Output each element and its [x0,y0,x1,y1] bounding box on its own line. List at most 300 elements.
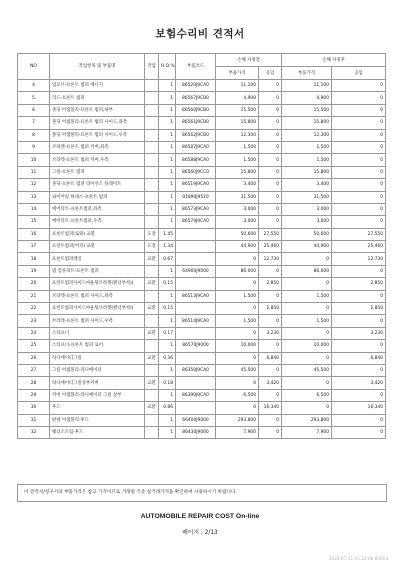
cell-part-price-after: 0 [282,278,332,290]
header-part-code: 부품코드 [176,54,216,80]
cell-item-name: 브라켓-프론트 범퍼 커버,좌측 [50,141,145,153]
cell-part-code: 86562J9CB0 [176,129,216,141]
table-row [18,241,386,253]
cell-part-price-before: 0 [216,278,259,290]
cell-work [145,191,159,203]
cell-hq: 1 [159,340,176,352]
cell-part-price-after: 4,900 [282,92,332,104]
cell-no: 18 [18,253,50,265]
cell-work [145,290,159,302]
cell-labor-after: 0 [332,80,386,92]
cell-hq: 1.34 [159,241,176,253]
table-row [18,166,386,178]
cell-labor-after: 16,340 [332,402,386,414]
page-title: 보험수리비 견적서 [155,28,245,40]
header-after-adjustment: 손해 사정후 [282,54,386,67]
cell-part-price-after: 1,500 [282,141,332,153]
cell-part-code [176,253,216,265]
cell-item-name: 리드-프론트 범퍼 [50,92,145,104]
header-part-price-after: 부품가격 [282,67,332,80]
cell-labor-after: 0 [332,92,386,104]
cell-no: 25 [18,340,50,352]
cell-labor-after: 0 [332,129,386,141]
cell-hq: 1 [159,265,176,277]
cell-part-price-before: 10,000 [216,340,259,352]
cell-labor-before: 0 [259,92,282,104]
cell-part-price-after: 15,500 [282,104,332,116]
cell-labor-after: 0 [332,117,386,129]
cell-no: 27 [18,364,50,376]
cell-work [145,364,159,376]
cell-labor-after: 0 [332,340,386,352]
cell-labor-before: 0 [259,414,282,426]
cell-work [145,154,159,166]
cell-part-price-after: 3,000 [282,216,332,228]
cell-work [145,92,159,104]
cell-labor-after: 0 [332,179,386,191]
cell-hq: 1 [159,290,176,302]
cell-hq: 1 [159,117,176,129]
cell-labor-before: 0 [259,166,282,178]
estimate-rows [18,80,386,439]
cell-part-code [176,352,216,364]
cell-work [145,104,159,116]
cell-work [145,389,159,401]
cell-item-name: 웨더스트립-후드 [50,426,145,438]
cell-labor-before: 0 [259,154,282,166]
table-row [18,117,386,129]
cell-hq: 1 [159,426,176,438]
cell-part-price-before: 11,100 [216,80,259,92]
cell-item-name: 몰딩 어셈블리-프론트 범퍼,하부 [50,104,145,116]
cell-work [145,315,159,327]
cell-part-price-before: 4,900 [216,92,259,104]
cell-item-name: 스티프너-프론트 범퍼 로어 [50,340,145,352]
cell-part-price-before: 1,500 [216,290,259,302]
cell-part-code [176,278,216,290]
table-row [18,426,386,438]
cell-item-name: 업모브-프론트 범퍼 에너지 [50,80,145,92]
cell-part-code [176,241,216,253]
cell-hq: 1 [159,203,176,215]
cell-item-name: 와이어링 하네스-프론트 범퍼 [50,191,145,203]
cell-labor-before: 0 [259,216,282,228]
cell-item-name: 프론트범퍼레일 [50,253,145,265]
header-before-adjustment: 손해 사정전 [216,54,282,67]
cell-labor-after: 0 [332,154,386,166]
cell-part-price-before: 15,800 [216,166,259,178]
cell-no: 31 [18,414,50,426]
cell-labor-before: 0 [259,426,282,438]
cell-part-price-after: 7,900 [282,426,332,438]
cell-part-code: 86430J9000 [176,426,216,438]
cell-labor-before: 0 [259,340,282,352]
cell-part-price-after: 3,400 [282,179,332,191]
cell-item-name: 프런트범퍼사이드마운팅브라켓(펜더부착)( [50,303,145,315]
cell-item-name: 몰딩 어셈블리-프론트 범퍼 사이드,우측 [50,129,145,141]
cell-labor-after: 0 [332,290,386,302]
cell-part-price-after: 31,500 [282,191,332,203]
cell-labor-before: 25,460 [259,241,282,253]
cell-labor-before: 16,340 [259,402,282,414]
table-row [18,179,386,191]
cell-work [145,426,159,438]
header-work: 작업 [145,54,159,80]
cell-part-price-after: 0 [282,253,332,265]
cell-part-price-before: 3,000 [216,216,259,228]
cell-part-price-before: 0 [216,377,259,389]
cell-part-price-after: 1,500 [282,154,332,166]
cell-part-price-before: 31,500 [216,191,259,203]
cell-labor-before: 0 [259,104,282,116]
cell-no: 29 [18,389,50,401]
header-no: NO [18,54,50,80]
price-notice: 이 견적서/청구서의 부품가격은 참고 가격이므로 거래될 기준 실거래가격을 확인하여 사용하시기 바랍니다. [17,484,387,502]
table-row [18,278,386,290]
cell-part-price-before: 0 [216,402,259,414]
cell-work [145,117,159,129]
cell-item-name: 프론트범퍼(로워) 교환 [50,228,145,240]
cell-labor-after: 0 [332,414,386,426]
cell-part-price-after: 50,600 [282,228,332,240]
cell-part-price-before: 0 [216,253,259,265]
cell-no: 9 [18,141,50,153]
cell-no: 22 [18,303,50,315]
cell-hq: 0.36 [159,352,176,364]
cell-hq: 1 [159,364,176,376]
cell-part-price-before: 293,800 [216,414,259,426]
cell-hq: 1 [159,389,176,401]
cell-labor-after: 0 [332,389,386,401]
cell-part-code [176,327,216,339]
cell-labor-after: 0 [332,364,386,376]
cell-part-price-after: 0 [282,303,332,315]
cell-item-name: 브라켓-프론트 범퍼 사이드,좌측 [50,290,145,302]
cell-no: 20 [18,278,50,290]
cell-no: 8 [18,129,50,141]
cell-part-code: 86560J9CB0 [176,104,216,116]
cell-part-code: 86519J9CA0 [176,179,216,191]
cell-work [145,414,159,426]
cell-part-code: 86513J9CA0 [176,290,216,302]
cell-no: 24 [18,327,50,339]
cell-part-price-before: 45,500 [216,364,259,376]
print-timestamp: 2024-07-11 15:23:06 87003 [328,556,388,561]
cell-hq: 1 [159,216,176,228]
cell-part-code: 86514J9CA0 [176,315,216,327]
cell-part-code: 86588J9CA0 [176,154,216,166]
table-row [18,191,386,203]
cell-work: 도장 [145,228,159,240]
cell-labor-after: 0 [332,426,386,438]
cell-work: 교환 [145,253,159,265]
cell-labor-before: 0 [259,315,282,327]
cell-part-code [176,402,216,414]
cell-no: 7 [18,117,50,129]
cell-work: 교환 [145,377,159,389]
cell-part-code: 86561J9CB0 [176,117,216,129]
cell-hq: 0.18 [159,377,176,389]
cell-work [145,129,159,141]
cell-work: 교환 [145,278,159,290]
cell-work [145,141,159,153]
cell-item-name: 라디에이터그릴상부커버 [50,377,145,389]
cell-labor-before: 0 [259,290,282,302]
cell-labor-after: 12,730 [332,253,386,265]
cell-no: 19 [18,265,50,277]
table-row [18,228,386,240]
cell-labor-after: 0 [332,191,386,203]
cell-part-code: 86587J9CA0 [176,141,216,153]
cell-part-price-before: 3,000 [216,203,259,215]
header-part-price-before: 부품가격 [216,67,259,80]
cell-no: 30 [18,402,50,414]
cell-part-price-after: 293,800 [282,414,332,426]
cell-labor-after: 2,850 [332,303,386,315]
table-row [18,352,386,364]
cell-labor-after: 3,420 [332,377,386,389]
cell-hq: 1 [159,80,176,92]
cell-part-price-before: 12,300 [216,129,259,141]
cell-item-name: 브라켓-프론트 범퍼 커버,우측 [50,154,145,166]
cell-labor-after: 3,230 [332,327,386,339]
cell-part-price-after: 44,900 [282,241,332,253]
cell-work [145,216,159,228]
table-row [18,203,386,215]
cell-labor-before: 0 [259,141,282,153]
cell-item-name: 빔 컴플리트-프론트 범퍼 [50,265,145,277]
cell-no: 11 [18,166,50,178]
cell-labor-after: 0 [332,315,386,327]
cell-part-price-after: 3,000 [282,203,332,215]
cell-part-price-before: 1,500 [216,154,259,166]
cell-part-code: 86560J9CC0 [176,166,216,178]
header-hq: H.Q.% [159,54,176,80]
cell-labor-before: 0 [259,364,282,376]
table-row [18,389,386,401]
table-row [18,253,386,265]
table-row [18,154,386,166]
cell-part-price-before: 0 [216,327,259,339]
cell-part-code: 86573J9CA0 [176,203,216,215]
cell-part-price-before: 50,600 [216,228,259,240]
table-row [18,402,386,414]
cell-no: 23 [18,315,50,327]
cell-work [145,203,159,215]
table-row [18,216,386,228]
cell-labor-after: 0 [332,104,386,116]
cell-labor-after: 6,840 [332,352,386,364]
cell-part-code [176,228,216,240]
table-row [18,141,386,153]
cell-labor-before: 6,840 [259,352,282,364]
cell-work: 교환 [145,402,159,414]
table-row [18,92,386,104]
cell-hq: 1 [159,166,176,178]
cell-labor-after: 0 [332,141,386,153]
table-row [18,364,386,376]
cell-part-code: 86520J9CA0 [176,80,216,92]
cell-part-price-after: 11,100 [282,80,332,92]
cell-part-price-before: 15,500 [216,104,259,116]
table-row [18,327,386,339]
cell-part-price-before: 1,500 [216,315,259,327]
cell-no: 5 [18,92,50,104]
cell-part-price-before: 15,800 [216,117,259,129]
cell-part-price-after: 15,800 [282,166,332,178]
cell-labor-before: 0 [259,80,282,92]
cell-labor-after: 2,850 [332,278,386,290]
cell-part-price-after: 0 [282,402,332,414]
cell-part-price-before: 0 [216,303,259,315]
cell-labor-after: 25,460 [332,241,386,253]
cell-labor-before: 0 [259,117,282,129]
cell-part-code: 91890J9510 [176,191,216,203]
cell-hq: 1 [159,104,176,116]
cell-item-name: 판넬 어셈블리-후드 [50,414,145,426]
cell-item-name: 커버 어셈블리-라디에이터 그릴 상부 [50,389,145,401]
table-row [18,414,386,426]
cell-work: 교환 [145,303,159,315]
cell-labor-before: 3,420 [259,377,282,389]
cell-work: 교환 [145,352,159,364]
cell-part-price-before: 7,900 [216,426,259,438]
cell-item-name: 그릴-프론트 범퍼 [50,166,145,178]
cell-hq: 0.86 [159,402,176,414]
cell-item-name: 프런트범퍼사이드마운팅브라켓(펜더부착)( [50,278,145,290]
table-row [18,104,386,116]
footer-brand: AUTOMOBILE REPAIR COST On-line [140,513,260,520]
cell-no: 13 [18,191,50,203]
cell-hq: 1 [159,179,176,191]
cell-item-name: 에어덕트-프론트범퍼,우측 [50,216,145,228]
cell-item-name: 에어덕트-프론트범퍼,좌측 [50,203,145,215]
cell-labor-before: 0 [259,129,282,141]
cell-part-price-before: 0 [216,352,259,364]
cell-item-name: 프런트범퍼(어퍼) 교환 [50,241,145,253]
table-row [18,265,386,277]
cell-no: 14 [18,203,50,215]
cell-no: 28 [18,377,50,389]
cell-part-price-after: 1,500 [282,290,332,302]
cell-part-price-after: 86,000 [282,265,332,277]
header-labor-before: 공임 [259,67,282,80]
cell-item-name: 그릴 어셈블리-라디에이터 [50,364,145,376]
cell-work [145,80,159,92]
cell-part-code: 86570J9000 [176,340,216,352]
cell-no: 6 [18,104,50,116]
cell-hq: 1 [159,154,176,166]
table-row [18,315,386,327]
cell-labor-before: 0 [259,265,282,277]
cell-part-price-before: 1,500 [216,141,259,153]
cell-hq: 1 [159,414,176,426]
cell-work: 도장 [145,241,159,253]
cell-part-price-after: 1,500 [282,315,332,327]
cell-no: 17 [18,241,50,253]
cell-part-code [176,303,216,315]
cell-no: 15 [18,216,50,228]
cell-work [145,265,159,277]
cell-part-price-after: 0 [282,327,332,339]
cell-labor-before: 2,850 [259,303,282,315]
cell-labor-before: 12,730 [259,253,282,265]
cell-work [145,166,159,178]
header-labor-after: 공임 [332,67,386,80]
cell-no: 10 [18,154,50,166]
cell-no: 21 [18,290,50,302]
cell-labor-before: 2,850 [259,278,282,290]
cell-labor-before: 27,550 [259,228,282,240]
cell-hq: 0.15 [159,278,176,290]
table-row [18,80,386,92]
cell-part-code: 86350J9CA0 [176,364,216,376]
cell-part-price-before: 86,000 [216,265,259,277]
cell-part-code: 86567J9CB0 [176,92,216,104]
cell-no: 26 [18,352,50,364]
cell-part-code: 86574J9CA0 [176,216,216,228]
cell-part-price-after: 10,000 [282,340,332,352]
cell-part-price-before: 44,900 [216,241,259,253]
cell-part-price-after: 15,800 [282,117,332,129]
cell-labor-before: 0 [259,203,282,215]
cell-hq: 1 [159,129,176,141]
cell-hq: 0.67 [159,253,176,265]
cell-hq: 1 [159,191,176,203]
cell-part-code: 66400J9000 [176,414,216,426]
cell-hq: 1 [159,315,176,327]
cell-item-name: 몰딩-프론트 범퍼 라이선스 플레이트 [50,179,145,191]
cell-labor-after: 27,550 [332,228,386,240]
cell-item-name: 라디에이터그릴 [50,352,145,364]
table-row [18,129,386,141]
cell-hq: 0.17 [159,327,176,339]
cell-labor-after: 0 [332,203,386,215]
cell-hq: 1 [159,141,176,153]
cell-item-name: 브라켓-프론트 범퍼 사이드,우측 [50,315,145,327]
cell-labor-after: 0 [332,166,386,178]
cell-labor-before: 0 [259,389,282,401]
estimate-table [17,53,386,439]
cell-hq: 1.45 [159,228,176,240]
table-row [18,290,386,302]
cell-part-price-after: 12,300 [282,129,332,141]
cell-part-price-after: 0 [282,377,332,389]
cell-part-code: 86390J9CA0 [176,389,216,401]
header-item: 작업항목 및 부품명 [50,54,145,80]
table-row [18,303,386,315]
cell-labor-after: 0 [332,216,386,228]
cell-item-name: 스티프너 [50,327,145,339]
cell-part-code [176,377,216,389]
cell-work [145,340,159,352]
cell-hq: 0.15 [159,303,176,315]
cell-work: 교환 [145,327,159,339]
cell-labor-before: 0 [259,191,282,203]
cell-item-name: 몰딩 어셈블리-프론트 범퍼 사이드,좌측 [50,117,145,129]
cell-no: 4 [18,80,50,92]
cell-work [145,179,159,191]
cell-no: 16 [18,228,50,240]
cell-no: 32 [18,426,50,438]
cell-part-price-before: 6,500 [216,389,259,401]
cell-item-name: 후드 [50,402,145,414]
cell-part-price-after: 45,500 [282,364,332,376]
page-number: 페이지 : 2/13 [182,530,218,536]
cell-labor-before: 0 [259,179,282,191]
cell-part-price-before: 3,400 [216,179,259,191]
cell-labor-before: 3,230 [259,327,282,339]
